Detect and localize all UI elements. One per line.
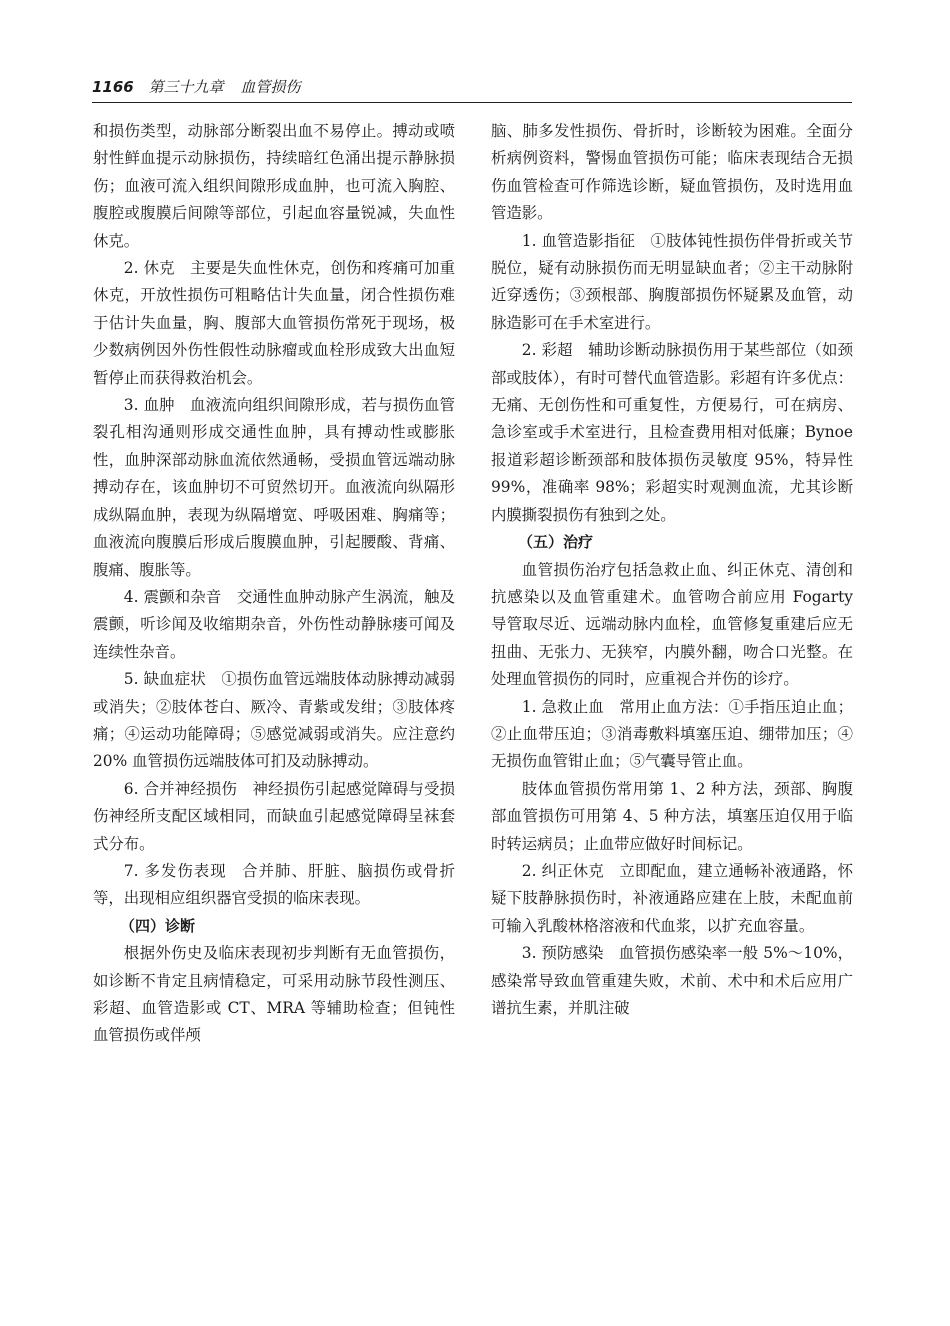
paragraph-text: ①肢体钝性损伤伴骨折或关节脱位，疑有动脉损伤而无明显缺血者；②主干动脉附近穿透伤；③颈根部、胸腹部损伤怀疑累及血管，动脉造影可在手术室进行。 [491,231,853,332]
paragraph-text: 根据外伤史及临床表现初步判断有无血管损伤，如诊断不肯定且病情稳定，可采用动脉节段性测压、彩超、血管造影或 CT、MRA 等辅助检查；但钝性血管损伤或伴颅 [93,944,455,1045]
right-column [491,118,853,1022]
paragraph-text: 辅助诊断动脉损伤用于某些部位（如颈部或肢体），有时可替代血管造影。彩超有许多优点：无痛、无创伤性和可重复性，方便易行，可在病房、急诊室或手术室进行，且检查费用相对低廉；Bynoe 报道彩超诊断颈部和肢体损伤灵敏度 95%，特异性 99%，准确率 98%；彩超实时观测血流，尤其诊断内膜撕裂损伤有独到之处。 [491,341,853,524]
paragraph-lead: 4. 震颤和杂音 [123,587,222,606]
paragraph-text: 常用止血方法：①手指压迫止血；②止血带压迫；③消毒敷料填塞压迫、绷带加压；④无损伤血管钳止血；⑤气囊导管止血。 [491,697,853,771]
running-header [92,76,852,103]
paragraph [491,557,853,694]
paragraph-lead: 3. 预防感染 [521,944,604,963]
paragraph [491,118,853,228]
paragraph-lead: 5. 缺血症状 [123,670,206,689]
paragraph [491,694,853,776]
paragraph-lead: 7. 多发伤表现 [123,861,227,880]
section-heading: （四）诊断 [120,916,196,935]
left-column [93,118,455,1050]
paragraph [93,858,455,913]
paragraph [93,118,455,255]
paragraph-text: 血管损伤感染率一般 5%～10%，感染常导致血管重建失败，术前、术中和术后应用广谱抗生素，并肌注破 [491,944,853,1017]
paragraph-text: 合并肺、肝脏、脑损伤或骨折等，出现相应组织器官受损的临床表现。 [93,861,455,908]
paragraph [491,337,853,529]
paragraph [93,584,455,666]
chapter-label: 第三十九章 [148,78,224,96]
paragraph-text: 脑、肺多发性损伤、骨折时，诊断较为困难。全面分析病例资料，警惕血管损伤可能；临床表现结合无损伤血管检查可作筛选诊断，疑血管损伤，及时选用血管造影。 [491,122,853,223]
paragraph-lead: 2. 彩超 [521,341,573,360]
paragraph [93,776,455,858]
paragraph-text: ①损伤血管远端肢体动脉搏动减弱或消失；②肢体苍白、厥冷、青紫或发绀；③肢体疼痛；④运动功能障碍；⑤感觉减弱或消失。应注意约 20% 血管损伤远端肢体可扪及动脉搏动。 [93,670,455,771]
paragraph-lead: 2. 纠正休克 [521,861,604,880]
paragraph-lead: 6. 合并神经损伤 [123,779,238,798]
paragraph [491,228,853,338]
paragraph [93,666,455,776]
paragraph [93,392,455,584]
paragraph [93,940,455,1050]
paragraph-text: 血液流向组织间隙形成，若与损伤血管裂孔相沟通则形成交通性血肿，具有搏动性或膨胀性，血肿深部动脉血流依然通畅，受损血管远端动脉搏动存在，该血肿切不可贸然切开。血液流向纵隔形成纵隔血肿，表现为纵隔增宽、呼吸困难、胸痛等；血液流向腹膜后形成后腹膜血肿，引起腰酸、背痛、腹痛、腹胀等。 [93,396,455,579]
paragraph [491,940,853,1022]
paragraph-text: 神经损伤引起感觉障碍与受损伤神经所支配区域相同，而缺血引起感觉障碍呈袜套式分布。 [93,779,455,853]
paragraph-lead: 2. 休克 [123,259,175,278]
paragraph [491,776,853,858]
page-number: 1166 [92,78,134,96]
paragraph-text: 交通性血肿动脉产生涡流，触及震颤，听诊闻及收缩期杂音，外伤性动静脉瘘可闻及连续性杂音。 [93,587,455,661]
paragraph-text: 血管损伤治疗包括急救止血、纠正休克、清创和抗感染以及血管重建术。血管吻合前应用 Fogarty 导管取尽近、远端动脉内血栓，血管修复重建后应无扭曲、无张力、无狭窄，内膜外翻，吻合口光整。在处理血管损伤的同时，应重视合并伤的诊疗。 [491,560,853,689]
chapter-title: 血管损伤 [240,78,301,96]
section-heading: （五）治疗 [518,533,594,552]
paragraph-text: 肢体血管损伤常用第 1、2 种方法，颈部、胸腹部血管损伤可用第 4、5 种方法，填塞压迫仅用于临时转运病员；止血带应做好时间标记。 [491,779,853,853]
paragraph [491,858,853,940]
paragraph [93,255,455,392]
paragraph-text: 和损伤类型，动脉部分断裂出血不易停止。搏动或喷射性鲜血提示动脉损伤，持续暗红色涌出提示静脉损伤；血液可流入组织间隙形成血肿，也可流入胸腔、腹腔或腹膜后间隙等部位，引起血容量锐减，失血性休克。 [93,122,455,250]
paragraph-lead: 1. 血管造影指征 [521,231,636,250]
paragraph-text: 立即配血，建立通畅补液通路，怀疑下肢静脉损伤时，补液通路应建在上肢，未配血前可输入乳酸林格溶液和代血浆，以扩充血容量。 [491,861,853,935]
paragraph-lead: 1. 急救止血 [521,697,604,716]
paragraph-lead: 3. 血肿 [123,396,175,415]
paragraph-text: 主要是失血性休克，创伤和疼痛可加重休克，开放性损伤可粗略估计失血量，闭合性损伤难于估计失血量，胸、腹部大血管损伤常死于现场，极少数病例因外伤性假性动脉瘤或血栓形成致大出血短暂停止而获得救治机会。 [93,259,455,387]
